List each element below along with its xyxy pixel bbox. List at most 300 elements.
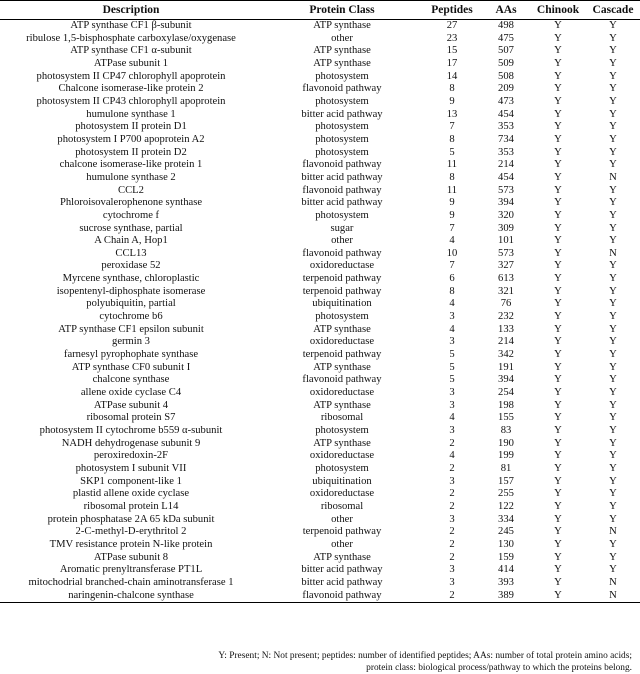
chinook-cell: Y — [554, 450, 562, 462]
peptides-cell: 6 — [449, 273, 455, 285]
table-row — [0, 476, 640, 489]
aas-cell: 613 — [498, 273, 514, 285]
aas-cell: 133 — [498, 323, 514, 335]
aas-cell: 209 — [498, 83, 514, 95]
peptides-cell: 2 — [449, 526, 455, 538]
description-cell: ATP synthase CF1 β-subunit — [70, 20, 192, 31]
cascade-cell: Y — [609, 133, 617, 145]
description-cell: NADH dehydrogenase subunit 9 — [61, 437, 201, 449]
peptides-cell: 3 — [449, 387, 455, 399]
cascade-cell: Y — [609, 273, 617, 285]
chinook-cell: Y — [554, 387, 562, 399]
chinook-cell: Y — [554, 32, 562, 44]
aas-cell: 334 — [498, 513, 514, 525]
table-row — [0, 197, 640, 210]
cascade-cell: Y — [609, 538, 617, 550]
cascade-cell: N — [609, 171, 617, 183]
description-cell: photosystem I subunit VII — [75, 462, 187, 474]
aas-cell: 473 — [498, 95, 514, 107]
table-row — [0, 20, 640, 33]
peptides-cell: 3 — [449, 475, 455, 487]
cascade-cell: Y — [609, 235, 617, 247]
chinook-cell: Y — [554, 235, 562, 247]
chinook-cell: Y — [554, 437, 562, 449]
chinook-cell: Y — [554, 159, 562, 171]
aas-cell: 309 — [498, 222, 514, 234]
table-row — [0, 412, 640, 425]
table-row — [0, 450, 640, 463]
description-cell: peroxiredoxin-2F — [93, 450, 169, 462]
footnote-line-2: protein class: biological process/pathway to which the proteins belong. — [366, 663, 632, 673]
table-row — [0, 33, 640, 46]
chinook-cell: Y — [554, 184, 562, 196]
peptides-cell: 2 — [449, 551, 455, 563]
description-cell: cytochrome f — [102, 209, 160, 221]
aas-cell: 353 — [498, 121, 514, 133]
peptides-cell: 4 — [449, 450, 455, 462]
aas-cell: 214 — [498, 336, 514, 348]
peptides-cell: 14 — [446, 70, 458, 82]
peptides-cell: 2 — [449, 462, 455, 474]
aas-cell: 255 — [498, 488, 514, 500]
header-cascade: Cascade — [586, 1, 640, 20]
chinook-cell: Y — [554, 311, 562, 323]
aas-cell: 101 — [498, 235, 514, 247]
cascade-cell: Y — [609, 285, 617, 297]
cascade-cell: Y — [609, 197, 617, 209]
peptides-cell: 4 — [449, 323, 455, 335]
protein-class-cell: bitter acid pathway — [301, 197, 383, 209]
peptides-cell: 4 — [449, 298, 455, 310]
cascade-cell: Y — [609, 209, 617, 221]
description-cell: 2-C-methyl-D-erythritol 2 — [75, 526, 187, 538]
aas-cell: 498 — [498, 20, 514, 31]
cascade-cell: Y — [609, 95, 617, 107]
protein-class-cell: ribosomal — [320, 412, 364, 424]
cascade-cell: Y — [609, 374, 617, 386]
description-cell: ATP synthase CF1 epsilon subunit — [58, 323, 204, 335]
aas-cell: 454 — [498, 171, 514, 183]
table-row — [0, 463, 640, 476]
description-cell: CCL13 — [115, 247, 147, 259]
aas-cell: 76 — [500, 298, 512, 310]
protein-class-cell: flavonoid pathway — [302, 247, 382, 259]
peptides-cell: 2 — [449, 488, 455, 500]
aas-cell: 389 — [482, 590, 530, 603]
chinook-cell: Y — [554, 361, 562, 373]
protein-class-cell: ATP synthase — [313, 45, 371, 57]
cascade-cell: Y — [609, 45, 617, 57]
aas-cell: 159 — [498, 551, 514, 563]
chinook-cell: Y — [554, 475, 562, 487]
description-cell: peroxidase 52 — [101, 260, 161, 272]
cascade-cell: Y — [609, 336, 617, 348]
description-cell: ATPase subunit 8 — [93, 551, 169, 563]
table-row — [0, 260, 640, 273]
cascade-cell: Y — [609, 462, 617, 474]
table-row — [0, 45, 640, 58]
peptides-cell: 17 — [446, 57, 458, 69]
table-row — [0, 590, 640, 603]
protein-class-cell: oxidoreductase — [309, 387, 375, 399]
chinook-cell: Y — [554, 425, 562, 436]
aas-cell: 190 — [498, 437, 514, 449]
chinook-cell: Y — [554, 146, 562, 158]
cascade-cell: Y — [609, 159, 617, 171]
protein-class-cell: oxidoreductase — [309, 336, 375, 348]
peptides-cell: 3 — [449, 399, 455, 411]
protein-class-cell: ATP synthase — [313, 551, 371, 563]
peptides-cell: 3 — [449, 311, 455, 323]
protein-class-cell: bitter acid pathway — [301, 576, 383, 588]
table-row — [0, 526, 640, 539]
table-row — [0, 248, 640, 261]
description-cell: germin 3 — [112, 336, 150, 348]
table-row — [0, 223, 640, 236]
table-row — [0, 552, 640, 565]
chinook-cell: Y — [554, 209, 562, 221]
cascade-cell: Y — [609, 488, 617, 500]
cascade-cell: Y — [609, 323, 617, 335]
protein-class-cell: ATP synthase — [313, 399, 371, 411]
peptides-cell: 8 — [449, 83, 455, 95]
chinook-cell: Y — [554, 171, 562, 183]
cascade-cell: Y — [609, 184, 617, 196]
chinook-cell: Y — [554, 273, 562, 285]
cascade-cell: Y — [609, 399, 617, 411]
chinook-cell: Y — [554, 551, 562, 563]
table-row — [0, 336, 640, 349]
table-row — [0, 400, 640, 413]
description-cell: A Chain A, Hop1 — [94, 235, 168, 247]
cascade-cell: Y — [609, 564, 617, 576]
cascade-cell: N — [609, 576, 617, 588]
description-cell: photosystem II protein D2 — [75, 146, 187, 158]
cascade-cell: Y — [609, 349, 617, 361]
description-cell: cytochrome b6 — [99, 311, 163, 323]
table-row — [0, 83, 640, 96]
chinook-cell: Y — [554, 45, 562, 57]
peptides-cell: 3 — [449, 564, 455, 576]
table-row — [0, 298, 640, 311]
description-cell: photosystem II CP43 chlorophyll apoprotein — [36, 95, 226, 107]
description-cell: TMV resistance protein N-like protein — [49, 538, 213, 550]
description-cell: ribosomal protein S7 — [86, 412, 176, 424]
aas-cell: 321 — [498, 285, 514, 297]
table-row — [0, 134, 640, 147]
chinook-cell: Y — [554, 57, 562, 69]
chinook-cell: Y — [554, 70, 562, 82]
protein-class-cell: flavonoid pathway — [262, 590, 422, 603]
cascade-cell: Y — [609, 70, 617, 82]
table-row — [0, 172, 640, 185]
protein-class-cell: ribosomal — [320, 500, 364, 512]
cascade-cell: N — [609, 526, 617, 538]
protein-class-cell: ATP synthase — [313, 20, 371, 31]
protein-class-cell: bitter acid pathway — [301, 171, 383, 183]
chinook-cell: Y — [554, 222, 562, 234]
protein-class-cell: other — [331, 32, 353, 44]
protein-class-cell: ATP synthase — [313, 437, 371, 449]
protein-class-cell: photosystem — [315, 121, 369, 133]
chinook-cell: Y — [554, 412, 562, 424]
description-cell: humulone synthase 2 — [86, 171, 176, 183]
chinook-cell: Y — [554, 247, 562, 259]
peptides-cell: 5 — [449, 374, 455, 386]
aas-cell: 508 — [498, 70, 514, 82]
header-description: Description — [0, 1, 262, 20]
peptides-cell: 10 — [446, 247, 458, 259]
chinook-cell: Y — [554, 374, 562, 386]
protein-class-cell: photosystem — [315, 209, 369, 221]
chinook-cell: Y — [554, 462, 562, 474]
cascade-cell: Y — [609, 551, 617, 563]
aas-cell: 394 — [498, 197, 514, 209]
protein-class-cell: other — [331, 538, 353, 550]
peptides-cell: 8 — [449, 285, 455, 297]
aas-cell: 199 — [498, 450, 514, 462]
aas-cell: 232 — [498, 311, 514, 323]
peptides-cell: 3 — [449, 336, 455, 348]
table-row — [0, 159, 640, 172]
protein-class-cell: bitter acid pathway — [301, 564, 383, 576]
peptides-cell: 8 — [449, 133, 455, 145]
chinook-cell: Y — [554, 298, 562, 310]
table-row — [0, 96, 640, 109]
peptides-cell: 5 — [449, 146, 455, 158]
peptides-cell: 2 — [449, 437, 455, 449]
peptides-cell: 7 — [449, 121, 455, 133]
description-cell: humulone synthase 1 — [86, 108, 176, 120]
table-row — [0, 185, 640, 198]
table-row — [0, 147, 640, 160]
aas-cell: 155 — [498, 412, 514, 424]
table-row — [0, 564, 640, 577]
protein-class-cell: photosystem — [315, 462, 369, 474]
description-cell: chalcone synthase — [92, 374, 170, 386]
cascade-cell: Y — [609, 311, 617, 323]
peptides-cell: 23 — [446, 32, 458, 44]
cascade-cell: Y — [609, 57, 617, 69]
chinook-cell: Y — [554, 349, 562, 361]
chinook-cell: Y — [554, 488, 562, 500]
table-row — [0, 539, 640, 552]
description-cell: sucrose synthase, partial — [79, 222, 183, 234]
header-aas: AAs — [482, 1, 530, 20]
protein-class-cell: terpenoid pathway — [302, 526, 382, 538]
protein-class-cell: photosystem — [315, 70, 369, 82]
chinook-cell: Y — [554, 83, 562, 95]
table-header-row — [0, 1, 640, 20]
description-cell: polyubiquitin, partial — [86, 298, 176, 310]
description-cell: naringenin-chalcone synthase — [0, 590, 262, 603]
cascade-cell: Y — [609, 260, 617, 272]
protein-class-cell: terpenoid pathway — [302, 349, 382, 361]
aas-cell: 393 — [498, 576, 514, 588]
chinook-cell: Y — [554, 564, 562, 576]
aas-cell: 509 — [498, 57, 514, 69]
cascade-cell: Y — [609, 32, 617, 44]
cascade-cell: Y — [609, 121, 617, 133]
chinook-cell: Y — [554, 95, 562, 107]
cascade-cell: Y — [609, 387, 617, 399]
aas-cell: 573 — [498, 247, 514, 259]
table-row — [0, 387, 640, 400]
protein-class-cell: terpenoid pathway — [302, 273, 382, 285]
chinook-cell: Y — [554, 500, 562, 512]
cascade-cell: Y — [609, 83, 617, 95]
cascade-cell: Y — [609, 437, 617, 449]
chinook-cell: Y — [554, 576, 562, 588]
description-cell: Phloroisovalerophenone synthase — [59, 197, 203, 209]
protein-class-cell: photosystem — [315, 146, 369, 158]
chinook-cell: Y — [554, 20, 562, 31]
peptides-cell: 3 — [449, 513, 455, 525]
chinook-cell: Y — [554, 133, 562, 145]
peptides-cell: 4 — [449, 235, 455, 247]
table-row — [0, 425, 640, 438]
aas-cell: 130 — [498, 538, 514, 550]
chinook-cell: Y — [554, 336, 562, 348]
aas-cell: 157 — [498, 475, 514, 487]
description-cell: Myrcene synthase, chloroplastic — [62, 273, 200, 285]
aas-cell: 254 — [498, 387, 514, 399]
footnote-line-1: Y: Present; N: Not present; peptides: number of identified peptides; AAs: number of total protein amino acids; — [218, 651, 632, 661]
chinook-cell: Y — [554, 323, 562, 335]
cascade-cell: Y — [609, 412, 617, 424]
table-row — [0, 501, 640, 514]
table-row — [0, 58, 640, 71]
description-cell: farnesyl pyrophophate synthase — [63, 349, 199, 361]
table-row — [0, 349, 640, 362]
protein-class-cell: ubiquitination — [312, 298, 372, 310]
protein-class-cell: oxidoreductase — [309, 450, 375, 462]
cascade-cell: Y — [609, 513, 617, 525]
cascade-cell: Y — [609, 222, 617, 234]
cascade-cell: Y — [609, 500, 617, 512]
table-row — [0, 235, 640, 248]
aas-cell: 191 — [498, 361, 514, 373]
table-row — [0, 273, 640, 286]
description-cell: ATP synthase CF1 α-subunit — [70, 45, 192, 57]
table-row — [0, 362, 640, 375]
table-row — [0, 438, 640, 451]
aas-cell: 81 — [500, 462, 512, 474]
peptides-cell: 3 — [449, 425, 455, 436]
cascade-cell: Y — [609, 475, 617, 487]
chinook-cell: Y — [554, 108, 562, 120]
table-row — [0, 71, 640, 84]
chinook-cell: Y — [554, 121, 562, 133]
peptides-cell: 15 — [446, 45, 458, 57]
cascade-cell: Y — [609, 20, 617, 31]
peptides-cell: 9 — [449, 197, 455, 209]
table-row — [0, 577, 640, 590]
description-cell: ribosomal protein L14 — [83, 500, 179, 512]
table-row — [0, 324, 640, 337]
protein-class-cell: oxidoreductase — [309, 488, 375, 500]
description-cell: photosystem II protein D1 — [75, 121, 187, 133]
table-row — [0, 514, 640, 527]
description-cell: protein phosphatase 2A 65 kDa subunit — [47, 513, 215, 525]
aas-cell: 475 — [498, 32, 514, 44]
table-row — [0, 374, 640, 387]
description-cell: ATPase subunit 1 — [93, 57, 169, 69]
protein-class-cell: flavonoid pathway — [302, 374, 382, 386]
chinook-cell: Y — [554, 197, 562, 209]
table-row — [0, 286, 640, 299]
description-cell: Aromatic prenyltransferase PT1L — [59, 564, 203, 576]
peptides-cell: 8 — [449, 171, 455, 183]
aas-cell: 394 — [498, 374, 514, 386]
protein-class-cell: photosystem — [315, 95, 369, 107]
description-cell: Chalcone isomerase-like protein 2 — [58, 83, 204, 95]
aas-cell: 353 — [498, 146, 514, 158]
description-cell: isopentenyl-diphosphate isomerase — [56, 285, 206, 297]
protein-class-cell: other — [331, 235, 353, 247]
protein-class-cell: flavonoid pathway — [302, 83, 382, 95]
table-row — [0, 488, 640, 501]
protein-class-cell: bitter acid pathway — [301, 108, 383, 120]
chinook-cell: Y — [530, 590, 586, 603]
aas-cell: 214 — [498, 159, 514, 171]
peptides-cell: 2 — [449, 500, 455, 512]
peptides-cell: 13 — [446, 108, 458, 120]
description-cell: photosystem II cytochrome b559 α-subunit — [39, 425, 223, 436]
cascade-cell: Y — [609, 450, 617, 462]
peptides-cell: 11 — [446, 159, 458, 171]
protein-class-cell: ATP synthase — [313, 361, 371, 373]
description-cell: ATP synthase CF0 subunit I — [71, 361, 191, 373]
protein-class-cell: ATP synthase — [313, 57, 371, 69]
aas-cell: 342 — [498, 349, 514, 361]
table-footnote — [0, 650, 632, 674]
header-chinook: Chinook — [530, 1, 586, 20]
header-peptides: Peptides — [422, 1, 482, 20]
protein-class-cell: photosystem — [315, 425, 369, 436]
cascade-cell: N — [609, 247, 617, 259]
table-row — [0, 311, 640, 324]
description-cell: ribulose 1,5-bisphosphate carboxylase/oxygenase — [26, 32, 236, 44]
peptides-cell: 7 — [449, 222, 455, 234]
description-cell: photosystem I P700 apoprotein A2 — [57, 133, 205, 145]
description-cell: allene oxide cyclase C4 — [80, 387, 182, 399]
cascade-cell: Y — [609, 108, 617, 120]
protein-class-cell: sugar — [330, 222, 354, 234]
peptides-cell: 11 — [446, 184, 458, 196]
aas-cell: 122 — [498, 500, 514, 512]
aas-cell: 414 — [498, 564, 514, 576]
description-cell: CCL2 — [118, 184, 144, 196]
description-cell: photosystem II CP47 chlorophyll apoprotein — [36, 70, 226, 82]
chinook-cell: Y — [554, 538, 562, 550]
protein-class-cell: ATP synthase — [313, 323, 371, 335]
protein-class-cell: flavonoid pathway — [302, 159, 382, 171]
peptides-cell: 9 — [449, 95, 455, 107]
protein-class-cell: photosystem — [315, 133, 369, 145]
aas-cell: 573 — [498, 184, 514, 196]
peptides-cell: 27 — [446, 20, 458, 31]
peptides-cell: 2 — [449, 538, 455, 550]
description-cell: ATPase subunit 4 — [93, 399, 169, 411]
protein-class-cell: ubiquitination — [312, 475, 372, 487]
aas-cell: 198 — [498, 399, 514, 411]
header-protein-class: Protein Class — [262, 1, 422, 20]
peptides-cell: 9 — [449, 209, 455, 221]
aas-cell: 245 — [498, 526, 514, 538]
table-row — [0, 210, 640, 223]
description-cell: plastid allene oxide cyclase — [72, 488, 190, 500]
